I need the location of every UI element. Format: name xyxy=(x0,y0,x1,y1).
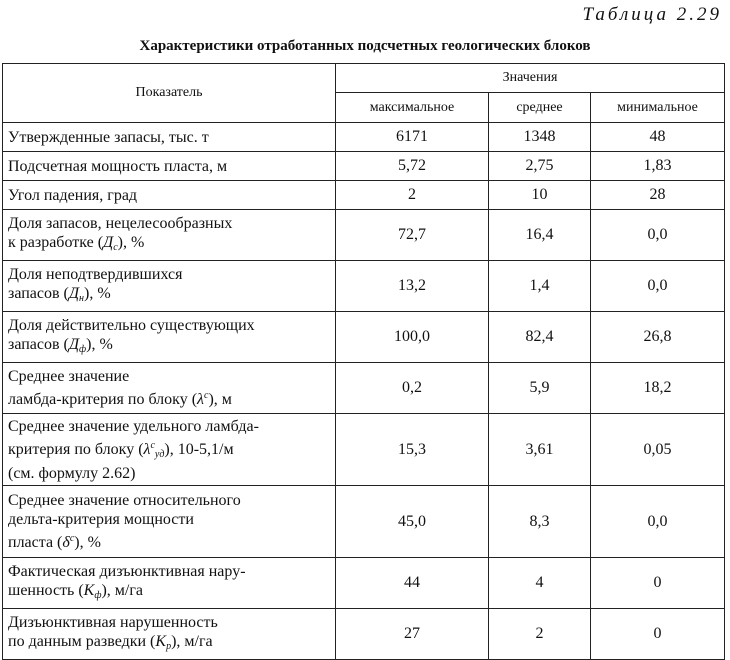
table-row xyxy=(3,123,725,152)
symbol-subscript: уд xyxy=(154,448,165,460)
row-label-line: Дизъюнктивная нарушенность xyxy=(8,613,218,631)
row-label-line: запасов ( xyxy=(8,284,69,302)
cell-avg: 5,9 xyxy=(489,363,591,414)
row-label xyxy=(3,558,336,609)
cell-max: 100,0 xyxy=(336,312,489,363)
cell-avg: 3,61 xyxy=(489,414,591,486)
symbol: Д xyxy=(103,233,114,251)
table-number: Таблица 2.29 xyxy=(582,4,722,25)
cell-avg: 4 xyxy=(489,558,591,609)
row-label-line: критерия по блоку ( xyxy=(8,440,144,458)
row-label: Угол падения, град xyxy=(3,181,336,210)
cell-min: 0,05 xyxy=(591,414,725,486)
symbol: λ xyxy=(197,391,204,408)
row-label: Подсчетная мощность пласта, м xyxy=(3,152,336,181)
symbol-superscript: с xyxy=(150,439,155,451)
cell-avg: 82,4 xyxy=(489,312,591,363)
cell-max: 27 xyxy=(336,609,489,660)
data-table xyxy=(2,63,725,660)
table-row xyxy=(3,558,725,609)
header-values: Значения xyxy=(336,64,725,93)
row-label-line: Доля действительно существующих xyxy=(8,316,255,334)
row-label-line: ), 10-5,1/м xyxy=(164,440,234,458)
cell-min: 1,83 xyxy=(591,152,725,181)
cell-min: 28 xyxy=(591,181,725,210)
cell-avg: 1348 xyxy=(489,123,591,152)
symbol-subscript: р xyxy=(166,640,172,652)
row-label xyxy=(3,363,336,414)
cell-max: 6171 xyxy=(336,123,489,152)
symbol-superscript: с xyxy=(203,390,209,401)
symbol-subscript: ф xyxy=(79,343,87,355)
cell-min: 0 xyxy=(591,558,725,609)
table-row xyxy=(3,181,725,210)
symbol: δ xyxy=(62,534,70,551)
cell-max: 2 xyxy=(336,181,489,210)
cell-avg: 1,4 xyxy=(489,261,591,312)
cell-min: 0,0 xyxy=(591,486,725,558)
row-label xyxy=(3,312,336,363)
symbol: Д xyxy=(68,335,80,353)
table-row xyxy=(3,486,725,558)
table-row xyxy=(3,312,725,363)
row-label-line: Доля неподтвердившихся xyxy=(8,265,183,283)
symbol: K xyxy=(83,581,95,599)
symbol: λ xyxy=(143,440,151,458)
cell-avg: 16,4 xyxy=(489,210,591,261)
row-label-line: ), % xyxy=(86,335,113,353)
symbol-subscript: ф xyxy=(94,589,102,601)
row-label xyxy=(3,486,336,558)
table-row xyxy=(3,609,725,660)
cell-avg: 2,75 xyxy=(489,152,591,181)
table-row xyxy=(3,261,725,312)
cell-avg: 8,3 xyxy=(489,486,591,558)
table-row xyxy=(3,210,725,261)
row-label-line: ), м/га xyxy=(171,632,213,650)
header-min: минимальное xyxy=(591,93,725,123)
cell-min: 18,2 xyxy=(591,363,725,414)
cell-max: 72,7 xyxy=(336,210,489,261)
cell-min: 26,8 xyxy=(591,312,725,363)
table-row xyxy=(3,363,725,414)
row-label-line: ), % xyxy=(74,534,101,551)
cell-avg: 2 xyxy=(489,609,591,660)
cell-max: 15,3 xyxy=(336,414,489,486)
row-label-line: к разработке ( xyxy=(8,233,104,251)
header-indicator: Показатель xyxy=(3,64,336,123)
cell-max: 13,2 xyxy=(336,261,489,312)
row-label xyxy=(3,261,336,312)
table-title: Характеристики отработанных подсчетных геологических блоков xyxy=(139,38,591,54)
table-row xyxy=(3,152,725,181)
row-label-line: Среднее значение xyxy=(8,368,130,385)
cell-max: 44 xyxy=(336,558,489,609)
header-avg: среднее xyxy=(489,93,591,123)
row-label: Утвержденные запасы, тыс. т xyxy=(3,123,336,152)
row-label-line: ), м/га xyxy=(101,581,144,599)
row-label-line: ), % xyxy=(117,233,145,251)
cell-avg: 10 xyxy=(489,181,591,210)
row-label-line: Среднее значение относительного xyxy=(8,492,241,509)
row-label-line: дельта-критерия мощности xyxy=(8,511,194,528)
cell-min: 0 xyxy=(591,609,725,660)
row-label-line: (см. формулу 2.62) xyxy=(8,464,136,482)
row-label-line: запасов ( xyxy=(8,335,69,353)
row-label-line: пласта ( xyxy=(8,534,63,551)
row-label-line: Среднее значение удельного ламбда- xyxy=(8,417,259,435)
row-label xyxy=(3,609,336,660)
row-label xyxy=(3,414,336,486)
row-label xyxy=(3,210,336,261)
symbol-superscript: с xyxy=(69,533,75,544)
row-label-line: ), м xyxy=(208,391,232,408)
row-label-line: ), % xyxy=(84,284,111,302)
symbol: Д xyxy=(68,284,80,302)
symbol: K xyxy=(155,632,167,650)
cell-max: 45,0 xyxy=(336,486,489,558)
cell-min: 0,0 xyxy=(591,210,725,261)
cell-max: 5,72 xyxy=(336,152,489,181)
cell-max: 0,2 xyxy=(336,363,489,414)
cell-min: 0,0 xyxy=(591,261,725,312)
table-row xyxy=(3,414,725,486)
row-label-line: по данным разведки ( xyxy=(8,632,156,650)
row-label-line: шенность ( xyxy=(8,581,84,599)
symbol-subscript: н xyxy=(79,292,85,304)
cell-min: 48 xyxy=(591,123,725,152)
row-label-line: Доля запасов, нецелесообразных xyxy=(8,214,233,232)
row-label-line: Фактическая дизъюнктивная нару- xyxy=(8,562,246,580)
symbol-subscript: с xyxy=(113,241,118,253)
header-max: максимальное xyxy=(336,93,489,123)
row-label-line: ламбда-критерия по блоку ( xyxy=(8,391,198,408)
